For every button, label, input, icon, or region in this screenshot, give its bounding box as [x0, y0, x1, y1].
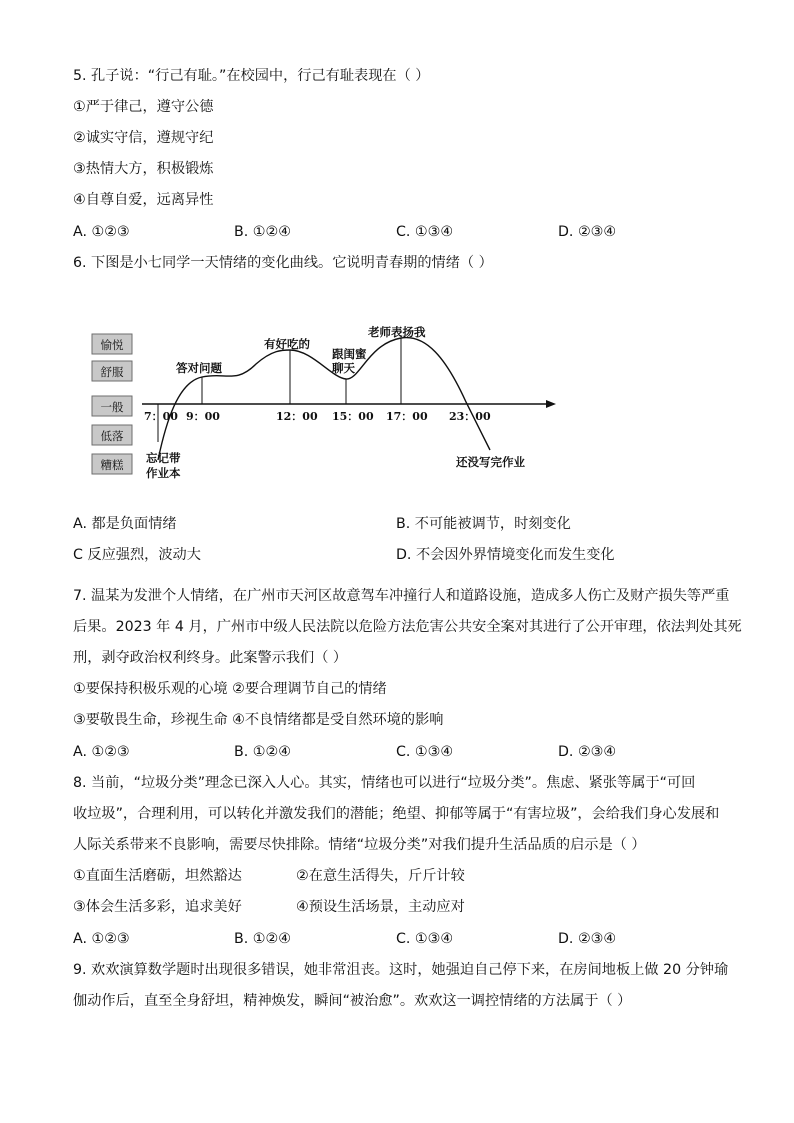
level-tag-1	[92, 334, 132, 354]
level-tag-4	[92, 425, 132, 445]
q5-option-d[interactable]: D. ②③④	[558, 224, 617, 240]
event-7-line2: 作业本	[146, 466, 181, 480]
q7-stem-line-2: 后果。2023 年 4 月，广州市中级人民法院以危险方法危害公共安全案对其进行了公开审理，依法判处其死	[73, 619, 742, 635]
q8-statement-2: ②在意生活得失，斤斤计较	[296, 868, 465, 884]
tick-15: 15：00	[332, 410, 374, 423]
q7-option-b[interactable]: B. ①②④	[234, 744, 291, 760]
q7-stem-line-1: 7. 温某为发泄个人情绪，在广州市天河区故意驾车冲撞行人和道路设施，造成多人伤亡及财产损失等严重	[73, 588, 730, 604]
level-label-3: 一般	[100, 400, 124, 414]
event-12-label: 有好吃的	[264, 337, 310, 351]
q5-statement-2: ②诚实守信，遵规守纪	[73, 130, 214, 146]
level-tag-3	[92, 396, 132, 416]
q6-option-d[interactable]: D. 不会因外界情境变化而发生变化	[396, 547, 615, 563]
q8-statement-3: ③体会生活多彩，追求美好	[73, 899, 242, 915]
q6-option-a[interactable]: A. 都是负面情绪	[73, 516, 177, 532]
q8-statement-4: ④预设生活场景，主动应对	[296, 899, 465, 915]
q7-option-d[interactable]: D. ②③④	[558, 744, 617, 760]
tick-12: 12：00	[276, 410, 318, 423]
emotion-curve	[158, 338, 490, 460]
q6-stem: 6. 下图是小七同学一天情绪的变化曲线。它说明青春期的情绪（ ）	[73, 255, 493, 271]
q5-option-a[interactable]: A. ①②③	[73, 224, 130, 240]
q5-option-c[interactable]: C. ①③④	[396, 224, 454, 240]
q8-option-c[interactable]: C. ①③④	[396, 931, 454, 947]
event-15-line1: 跟闺蜜	[332, 347, 367, 361]
q8-statement-1: ①直面生活磨砺，坦然豁达	[73, 868, 242, 884]
q7-option-a[interactable]: A. ①②③	[73, 744, 130, 760]
q5-statement-4: ④自尊自爱，远离异性	[73, 192, 214, 208]
q6-option-c[interactable]: C 反应强烈，波动大	[73, 547, 201, 563]
q9-stem-line-2: 伽动作后，直至全身舒坦，精神焕发，瞬间“被治愈”。欢欢这一调控情绪的方法属于（ ）	[73, 993, 632, 1009]
emotion-curve-chart	[86, 322, 566, 482]
q8-option-d[interactable]: D. ②③④	[558, 931, 617, 947]
q5-statement-1: ①严于律己，遵守公德	[73, 99, 214, 115]
event-9-label: 答对问题	[176, 361, 222, 375]
event-23-label: 还没写完作业	[456, 455, 525, 469]
q7-stem-line-3: 刑，剥夺政治权利终身。此案警示我们（ ）	[73, 650, 348, 666]
q5-statement-3: ③热情大方，积极锻炼	[73, 161, 214, 177]
level-label-2: 舒服	[100, 365, 124, 379]
tick-9: 9：00	[186, 410, 220, 423]
q8-stem-line-2: 收垃圾”，合理利用，可以转化并激发我们的潜能；绝望、抑郁等属于“有害垃圾”，会给我们身心发展和	[73, 806, 720, 822]
q5-option-b[interactable]: B. ①②④	[234, 224, 291, 240]
level-tag-5	[92, 454, 132, 474]
q7-statement-line-2: ③要敬畏生命，珍视生命 ④不良情绪都是受自然环境的影响	[73, 712, 444, 728]
tick-23: 23：00	[449, 410, 491, 423]
tick-7: 7：00	[144, 410, 178, 423]
event-17-label: 老师表扬我	[368, 325, 426, 339]
q8-stem-line-3: 人际关系带来不良影响，需要尽快排除。情绪“垃圾分类”对我们提升生活品质的启示是（ ）	[73, 837, 646, 853]
event-7-line1: 忘记带	[146, 451, 181, 465]
q8-option-b[interactable]: B. ①②④	[234, 931, 291, 947]
tick-17: 17：00	[386, 410, 428, 423]
q8-stem-line-1: 8. 当前，“垃圾分类”理念已深入人心。其实，情绪也可以进行“垃圾分类”。焦虑、紧张等属于“可回	[73, 775, 696, 791]
level-tag-2	[92, 361, 132, 381]
q7-statement-line-1: ①要保持积极乐观的心境 ②要合理调节自己的情绪	[73, 681, 387, 697]
q6-option-b[interactable]: B. 不可能被调节，时刻变化	[396, 516, 571, 532]
q9-stem-line-1: 9. 欢欢演算数学题时出现很多错误，她非常沮丧。这时，她强迫自己停下来，在房间地板上做 20 分钟瑜	[73, 962, 729, 978]
level-label-4: 低落	[100, 429, 124, 443]
event-15-line2: 聊天	[332, 361, 355, 375]
level-label-5: 糟糕	[100, 458, 124, 472]
q5-stem: 5. 孔子说：“行己有耻。”在校园中，行己有耻表现在（ ）	[73, 68, 430, 84]
level-label-1: 愉悦	[100, 338, 124, 352]
time-axis-arrow	[546, 400, 556, 408]
q8-option-a[interactable]: A. ①②③	[73, 931, 130, 947]
q7-option-c[interactable]: C. ①③④	[396, 744, 454, 760]
